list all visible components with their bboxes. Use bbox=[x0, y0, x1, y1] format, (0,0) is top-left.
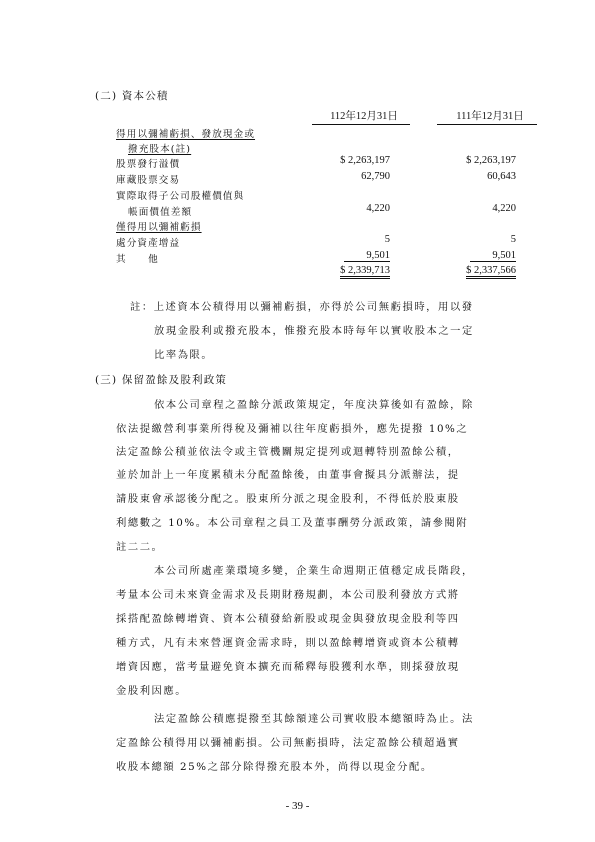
value-disposal-gain-2023: 5 bbox=[384, 234, 390, 245]
value-treasury-stock-2022: 60,643 bbox=[487, 171, 516, 182]
group-heading-distributable-cont: 撥充股本(註) bbox=[128, 144, 192, 155]
paragraph-2-line-1: 本公司所處產業環境多變，企業生命週期正值穩定成長階段， bbox=[154, 565, 474, 577]
value-subsidiary-equity-2022: 4,220 bbox=[492, 203, 516, 214]
paragraph-2-line-5: 增資因應，當考量避免資本擴充而稀釋每股獲利水準，則採發放現 bbox=[116, 661, 460, 673]
note-line-2: 放現金股利或撥充股本，惟撥充股本時每年以實收股本之一定 bbox=[154, 325, 474, 337]
row-label-share-premium: 股票發行溢價 bbox=[116, 159, 181, 170]
value-subsidiary-equity-2023: 4,220 bbox=[366, 203, 390, 214]
value-other-2023-cell bbox=[280, 250, 390, 262]
paragraph-1-line-2: 依法提繳營利事業所得稅及彌補以往年度虧損外，應先提撥 10%之 bbox=[116, 423, 469, 435]
paragraph-1-line-7: 註二二。 bbox=[116, 541, 164, 553]
paragraph-3-line-1: 法定盈餘公積應提撥至其餘額達公司實收股本總額時為止。法 bbox=[154, 713, 474, 725]
total-2023: $ 2,339,713 bbox=[340, 265, 390, 279]
total-2022: $ 2,337,566 bbox=[466, 265, 516, 279]
row-label-treasury-stock: 庫藏股票交易 bbox=[116, 175, 181, 186]
group-heading-distributable: 得用以彌補虧損、發放現金或 bbox=[116, 129, 256, 140]
column-header-rule-2022 bbox=[437, 124, 537, 125]
group-heading-offset-only: 僅得用以彌補虧損 bbox=[116, 222, 202, 233]
note-line-1: 註：上述資本公積得用以彌補虧損，亦得於公司無虧損時，用以發 bbox=[130, 301, 474, 313]
paragraph-2-line-4: 種方式，凡有未來營運資金需求時，則以盈餘轉增資或資本公積轉 bbox=[116, 637, 460, 649]
page-number: - 39 - bbox=[285, 800, 310, 812]
column-header-2022: 111年12月31日 bbox=[456, 111, 524, 122]
value-disposal-gain-2022: 5 bbox=[510, 234, 516, 245]
row-label-subsidiary-equity-cont: 帳面價值差額 bbox=[128, 207, 193, 218]
value-other-2022: 9,501 bbox=[470, 250, 516, 262]
paragraph-1-line-3: 法定盈餘公積並依法令或主管機關規定提列或迴轉特別盈餘公積， bbox=[116, 446, 460, 458]
paragraph-3-line-2: 定盈餘公積得用以彌補虧損。公司無虧損時，法定盈餘公積超過實 bbox=[116, 737, 460, 749]
paragraph-1-line-5: 請股東會承認後分配之。股東所分派之現金股利，不得低於股東股 bbox=[116, 493, 460, 505]
paragraph-1-line-6: 利總數之 10%。本公司章程之員工及董事酬勞分派政策，請參閱附 bbox=[116, 517, 469, 529]
value-share-premium-2022: $ 2,263,197 bbox=[466, 155, 516, 166]
row-label-other: 其 他 bbox=[116, 254, 159, 265]
section-2-title: (二) 資本公積 bbox=[95, 90, 169, 102]
value-treasury-stock-2023: 62,790 bbox=[361, 171, 390, 182]
paragraph-3-line-3: 收股本總額 25%之部分除得撥充股本外，尚得以現金分配。 bbox=[116, 761, 433, 773]
row-label-subsidiary-equity: 實際取得子公司股權價值與 bbox=[116, 191, 245, 202]
total-2022-cell bbox=[406, 265, 516, 279]
value-other-2023: 9,501 bbox=[344, 250, 390, 262]
column-header-2023: 112年12月31日 bbox=[330, 111, 398, 122]
paragraph-1-line-4: 並於加計上一年度累積未分配盈餘後，由董事會擬具分派辦法，提 bbox=[116, 469, 460, 481]
total-2023-cell bbox=[280, 265, 390, 279]
paragraph-1-line-1: 依本公司章程之盈餘分派政策規定，年度決算後如有盈餘，除 bbox=[154, 399, 474, 411]
paragraph-2-line-3: 採搭配盈餘轉增資、資本公積發給新股或現金與發放現金股利等四 bbox=[116, 613, 460, 625]
value-share-premium-2023: $ 2,263,197 bbox=[340, 155, 390, 166]
paragraph-2-line-2: 考量本公司未來資金需求及長期財務規劃，本公司股利發放方式將 bbox=[116, 589, 460, 601]
row-label-disposal-gain: 處分資產增益 bbox=[116, 238, 181, 249]
section-3-title: (三) 保留盈餘及股利政策 bbox=[95, 374, 228, 386]
value-other-2022-cell bbox=[406, 250, 516, 262]
paragraph-2-line-6: 金股利因應。 bbox=[116, 685, 188, 697]
note-line-3: 比率為限。 bbox=[154, 349, 214, 361]
column-header-rule-2023 bbox=[312, 124, 410, 125]
